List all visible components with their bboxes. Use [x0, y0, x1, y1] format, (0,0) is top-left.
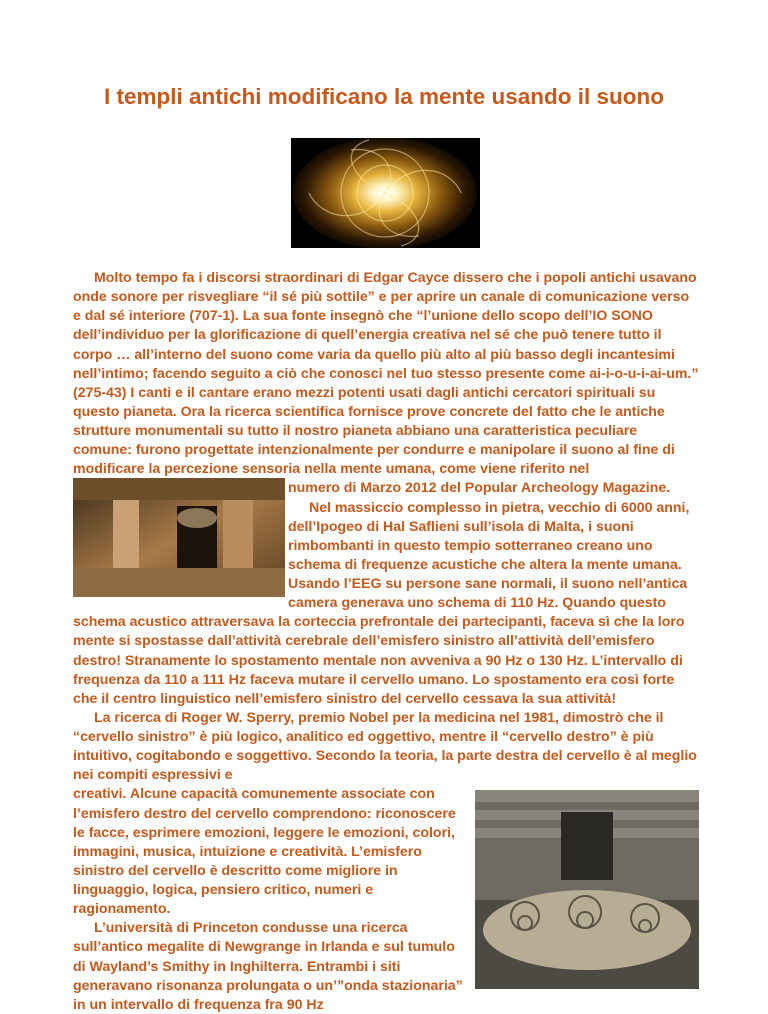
- hero-image: [291, 138, 480, 248]
- paragraph-4: L’università di Princeton condusse una ricerca sull’antico megalite di Newgrange in Irlanda e sul tumulo di Wayland’s Smithy in Inghilterra. Entrambi i siti generavano risonanza prolungata o un’”onda stazionaria” in un intervallo di frequenza fra 90 Hz: [73, 919, 463, 1012]
- paragraph-1: Molto tempo fa i discorsi straordinari di Edgar Cayce dissero che i popoli antichi usavano onde sonore per risvegliare “il sé più sottile” e per aprire un canale di comunicazione verso e dal sé interiore (707-1). La sua fonte insegnò che “l’unione dello scopo dell’IO SONO dell’individuo per la glorificazione di quell’energia creativa nel sé che può tenere tutto il corpo … all’interno del suono come varia da quello più alto al più basso degli incantesimi nell’intimo; facendo seguito a ciò che conosci nel tuo stesso presente come ai-i-o-u-i-ai-um.” (275-43) I canti e il cantare erano mezzi potenti usati dagli antichi cercatori spirituali su questo pianeta. Ora la ricerca scientifica fornisce prove concrete del fatto che le antiche strutture monumentali su tutto il nostro pianeta abbiano una caratteristica peculiare comune: furono progettate intenzionalmente per condurre e manipolare il suono al fine di modificare la percezione sensoria nella mente umana, come viene riferito nel: [73, 269, 699, 477]
- article-body: [73, 268, 699, 1014]
- hypogeum-chamber-photo: [73, 478, 285, 597]
- paragraph-3-continued: creativi. Alcune capacità comunemente associate con l’emisfero destro del cervello comprendono: riconoscere le facce, esprimere emozioni, leggere le emozioni, colori, immagini, musica, intuizione e creatività. L’emisfero sinistro del cervello è descritto come migliore in linguaggio, logica, pensiero critico, numeri e ragionamento.: [73, 785, 456, 917]
- newgrange-stone-photo: [475, 790, 699, 989]
- temple-image: [73, 478, 285, 597]
- paragraph-3: La ricerca di Roger W. Sperry, premio Nobel per la medicina nel 1981, dimostrò che il “cervello sinistro” è più logico, analitico ed oggettivo, mentre il “cervello destro” è più intuitivo, cogitabondo e soggettivo. Secondo la teoria, la parte destra del cervello è al meglio nei compiti espressivi e: [73, 708, 697, 783]
- newgrange-image: [475, 790, 699, 989]
- paragraph-1-continued: numero di Marzo 2012 del Popular Archeology Magazine.: [288, 479, 671, 496]
- paragraph-2: Nel massiccio complesso in pietra, vecchio di 6000 anni, dell’Ipogeo di Hal Saflieni sull’isola di Malta, i suoni rimbombanti in questo tempio sotterraneo creano uno schema di frequenze acustiche che altera la mente umana. Usando l’EEG su persone sane normali, il suono nell’antica camera generava uno schema di 110 Hz. Quando questo schema acustico attraversava la corteccia prefrontale dei partecipanti, faceva sì che la loro mente si spostasse dall’attività cerebrale dell’emisfero sinistro all’attività dell’emisfero destro! Stranamente lo spostamento mentale non avveniva a 90 Hz o 130 Hz. L’intervallo di frequenza da 110 a 111 Hz faceva mutare il cervello umano. Lo spostamento era così forte che il centro linguistico nell’emisfero sinistro del cervello cessava la sua attività!: [73, 498, 690, 706]
- page-title: I templi antichi modificano la mente usando il suono: [103, 84, 665, 109]
- spiral-light-graphic: [291, 138, 480, 248]
